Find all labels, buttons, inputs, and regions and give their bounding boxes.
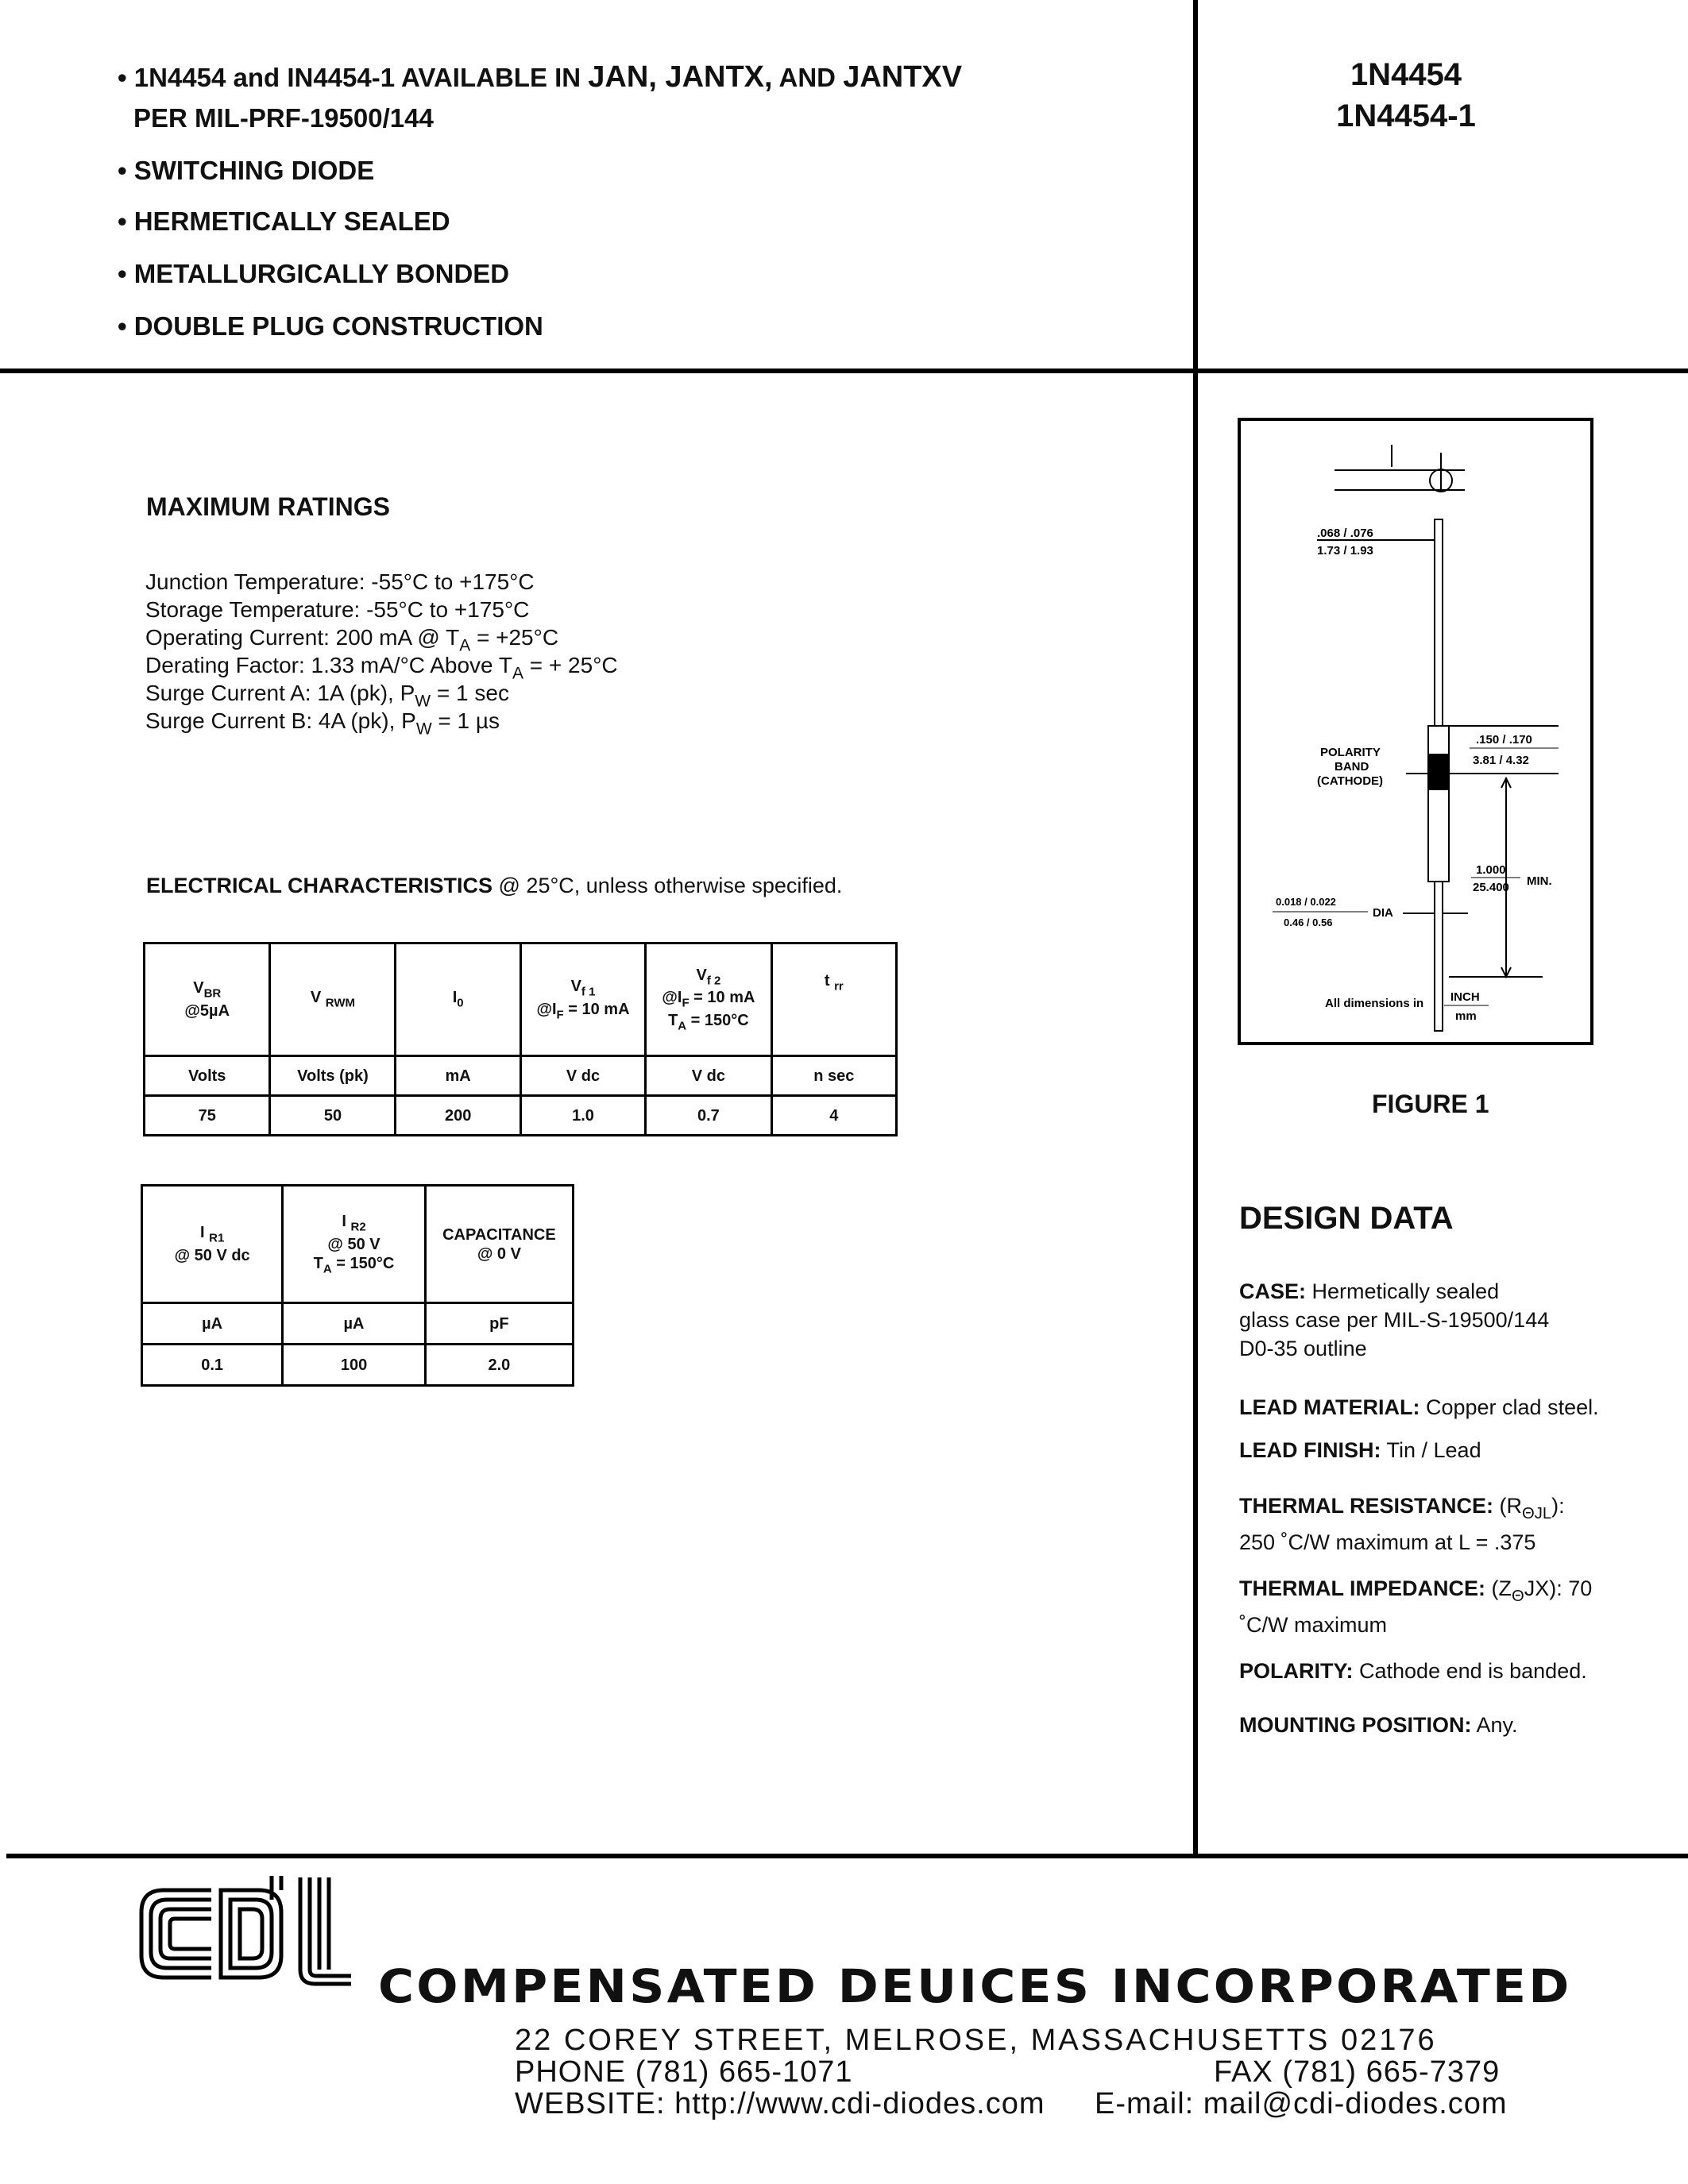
electrical-table-1	[143, 942, 898, 1136]
feature-double-plug: • DOUBLE PLUG CONSTRUCTION	[118, 311, 543, 341]
header-capacitance: CAPACITANCE @ 0 V	[425, 1186, 573, 1303]
header-io: $I_0$	[396, 943, 520, 1056]
diode-outline-drawing	[1241, 421, 1590, 1042]
unit-cell: V dc	[646, 1056, 771, 1096]
header-ir2: I $_{R2}$ @ 50 V $T_A = 150^\circ C$	[283, 1186, 425, 1303]
values-row	[145, 1096, 897, 1136]
unit-cell: µA	[283, 1303, 425, 1345]
diode-lead-lower	[1435, 882, 1443, 1031]
values-row	[142, 1345, 574, 1386]
mounting-position: MOUNTING POSITION: Any.	[1239, 1713, 1518, 1737]
vertical-divider	[1193, 0, 1198, 1857]
unit-cell: Volts (pk)	[270, 1056, 396, 1096]
surge-current-b: Surge Current B: 4A (pk), $P_W = 1$ µs	[145, 708, 500, 739]
unit-cell: Volts	[145, 1056, 270, 1096]
polarity-label-3: (CATHODE)	[1317, 774, 1384, 788]
thermal-impedance: THERMAL IMPEDANCE: $(Z_\Theta JX)$: 70 ˚C/W maximum	[1239, 1576, 1593, 1638]
value-cell: 0.1	[142, 1345, 283, 1386]
value-cell: 1.0	[520, 1096, 645, 1136]
figure-caption: FIGURE 1	[1372, 1090, 1489, 1118]
header-vf1: $V_{f 1}$ $@I_F = 10$ mA	[520, 943, 645, 1056]
header-vf2: $V_{f 2}$ $@I_F = 10$ mA $T_A = 150^\circ C$	[646, 943, 771, 1056]
company-email[interactable]: E-mail: mail@cdi-diodes.com	[1095, 2087, 1508, 2120]
case-spec: CASE: Hermetically sealed glass case per MIL-S-19500/144 D0-35 outline	[1239, 1279, 1550, 1360]
units-row	[145, 1056, 897, 1096]
surge-current-a: Surge Current A: 1A (pk), $P_W = 1$ sec	[145, 681, 509, 711]
cdi-logo	[132, 1874, 362, 1993]
unit-cell: pF	[425, 1303, 573, 1345]
dim-body-mm: 3.81 / 4.32	[1473, 754, 1529, 767]
value-cell: 4	[771, 1096, 896, 1136]
part-number-1: 1N4454	[1350, 57, 1462, 92]
dim-note: All dimensions in	[1325, 997, 1424, 1010]
dim-length-mm: 25.400	[1473, 881, 1509, 894]
cathode-band	[1428, 754, 1449, 789]
feature-switching-diode: • SWITCHING DIODE	[118, 156, 375, 185]
dim-body-inch: .150 / .170	[1476, 733, 1532, 747]
dim-lead-mm: 1.73 / 1.93	[1317, 544, 1373, 558]
company-phone: PHONE (781) 665-1071	[515, 2055, 853, 2089]
design-data-title: DESIGN DATA	[1239, 1201, 1454, 1236]
dim-dia-inch: 0.018 / 0.022	[1276, 896, 1336, 908]
lead-finish: LEAD FINISH: Tin / Lead	[1239, 1438, 1481, 1462]
dim-dia-mm: 0.46 / 0.56	[1284, 916, 1333, 928]
feature-hermetically-sealed: • HERMETICALLY SEALED	[118, 206, 450, 236]
value-cell: 75	[145, 1096, 270, 1136]
value-cell: 100	[283, 1345, 425, 1386]
header-ir1: I $_{R1}$ @ 50 V dc	[142, 1186, 283, 1303]
part-number-2: 1N4454-1	[1336, 98, 1476, 133]
value-cell: 2.0	[425, 1345, 573, 1386]
header-vbr: $V_{BR}$ @5µA	[145, 943, 270, 1056]
dim-lead-inch: .068 / .076	[1317, 527, 1373, 540]
unit-cell: V dc	[520, 1056, 645, 1096]
lead-material: LEAD MATERIAL: Copper clad steel.	[1239, 1395, 1599, 1419]
polarity-label-2: BAND	[1335, 760, 1369, 774]
electrical-title: ELECTRICAL CHARACTERISTICS @ 25°C, unless otherwise specified.	[146, 874, 843, 897]
junction-temperature: Junction Temperature: -55°C to +175°C	[145, 569, 535, 594]
feature-metallurgically-bonded: • METALLURGICALLY BONDED	[118, 259, 510, 288]
company-address: 22 COREY STREET, MELROSE, MASSACHUSETTS 02176	[515, 2024, 1437, 2057]
company-fax: FAX (781) 665-7379	[1214, 2055, 1501, 2089]
diode-body	[1428, 726, 1449, 882]
dim-length-min: MIN.	[1527, 874, 1552, 888]
dim-note-inch: INCH	[1450, 990, 1480, 1004]
polarity: POLARITY: Cathode end is banded.	[1239, 1659, 1587, 1683]
figure-1-box	[1238, 418, 1593, 1045]
footer-rule	[6, 1854, 1688, 1858]
header-vrwm: V $_{RWM}$	[270, 943, 396, 1056]
unit-cell: n sec	[771, 1056, 896, 1096]
header-rule	[0, 369, 1688, 373]
header-trr: t $_{rr}$	[771, 943, 896, 1056]
storage-temperature: Storage Temperature: -55°C to +175°C	[145, 597, 530, 622]
feature-mil-spec: PER MIL-PRF-19500/144	[133, 103, 434, 133]
units-row	[142, 1303, 574, 1345]
unit-cell: mA	[396, 1056, 520, 1096]
feature-availability: • 1N4454 and IN4454-1 AVAILABLE IN JAN, JANTX, AND JANTXV	[118, 60, 963, 94]
polarity-label-1: POLARITY	[1320, 746, 1381, 759]
max-ratings-title: MAXIMUM RATINGS	[146, 492, 390, 521]
cdi-logo-mark	[132, 1874, 362, 1993]
value-cell: 50	[270, 1096, 396, 1136]
company-website[interactable]: WEBSITE: http://www.cdi-diodes.com	[515, 2087, 1045, 2120]
value-cell: 200	[396, 1096, 520, 1136]
electrical-table-2	[141, 1184, 574, 1387]
dim-dia-suffix: DIA	[1373, 906, 1393, 920]
dim-length-inch: 1.000	[1476, 863, 1506, 877]
unit-cell: µA	[142, 1303, 283, 1345]
derating-factor: Derating Factor: 1.33 mA/°C Above $T_A$ = + 25°C	[145, 653, 618, 683]
thermal-resistance: THERMAL RESISTANCE: $(R_{\Theta JL})$: 250 ˚C/W maximum at L = .375	[1239, 1494, 1565, 1555]
operating-current: Operating Current: 200 mA @ $T_A = +25^\circ C$	[145, 625, 559, 655]
company-name: COMPENSATED DEUICES INCORPORATED	[378, 1959, 1572, 2013]
value-cell: 0.7	[646, 1096, 771, 1136]
dim-note-mm: mm	[1455, 1009, 1477, 1023]
